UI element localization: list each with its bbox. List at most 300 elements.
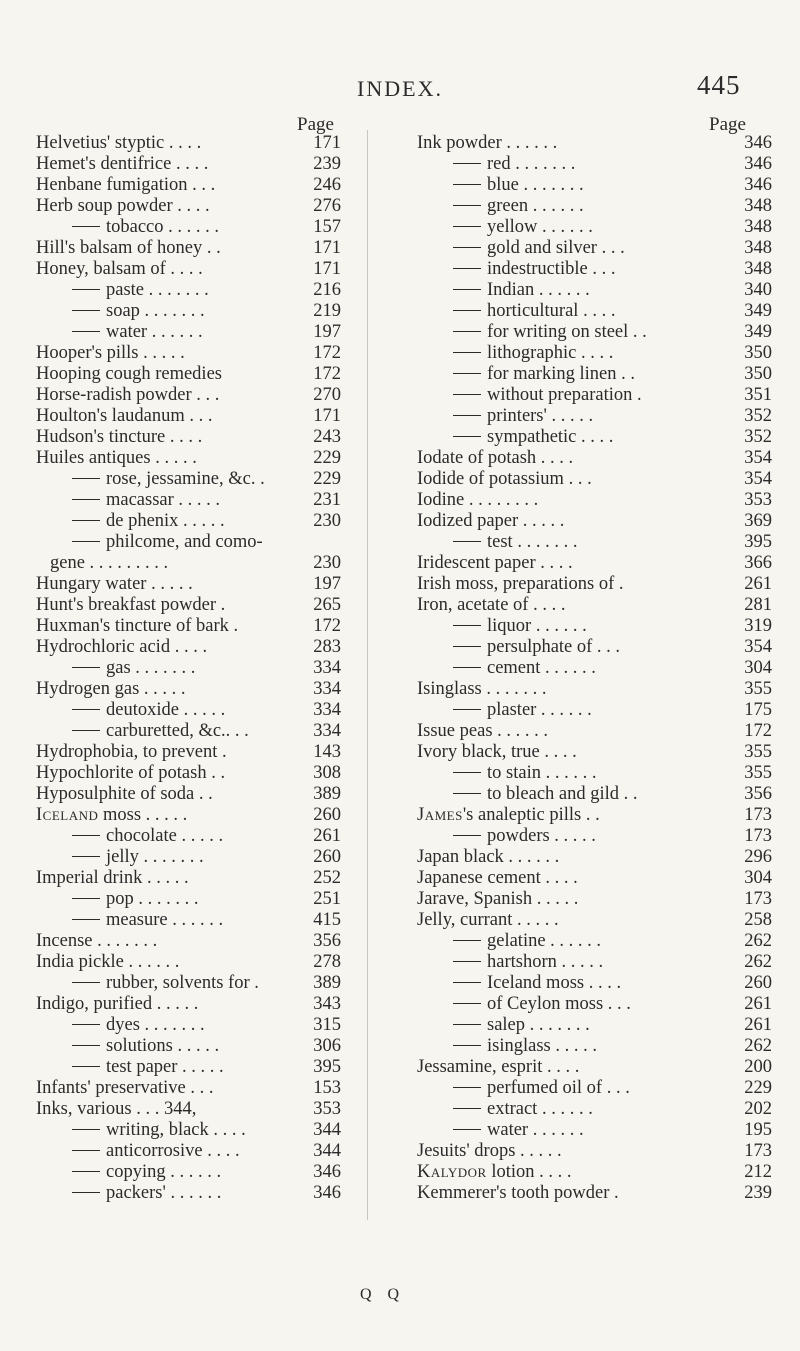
- entry-page-number: 354: [744, 448, 772, 468]
- entry-label: [417, 280, 590, 301]
- index-entry: [417, 1078, 772, 1099]
- entry-page-number: 246: [313, 175, 341, 195]
- entry-page-number: 229: [313, 448, 341, 468]
- entry-label: [417, 217, 593, 238]
- entry-page-number: 175: [744, 700, 772, 720]
- index-entry: [417, 721, 772, 742]
- index-entry: [36, 238, 341, 259]
- entry-page-number: 395: [313, 1057, 341, 1077]
- ditto-dash: [453, 415, 481, 416]
- ditto-dash: [453, 268, 481, 269]
- entry-page-number: 172: [313, 616, 341, 636]
- entry-text: packers' . . . . . .: [106, 1183, 222, 1203]
- entry-label: [36, 322, 203, 343]
- entry-text: Hydrochloric acid . . . .: [36, 637, 208, 657]
- index-entry: [417, 700, 772, 721]
- entry-text: Indigo, purified . . . . .: [36, 994, 199, 1014]
- entry-page-number: 172: [313, 343, 341, 363]
- ditto-dash: [453, 310, 481, 311]
- entry-label: [417, 364, 635, 385]
- ditto-dash: [72, 331, 100, 332]
- entry-page-number: 308: [313, 763, 341, 783]
- entry-label: [36, 469, 265, 490]
- entry-page-number: 260: [744, 973, 772, 993]
- entry-page-number: 346: [313, 1162, 341, 1182]
- ditto-dash: [453, 709, 481, 710]
- ditto-dash: [72, 730, 100, 731]
- entry-page-number: 348: [744, 196, 772, 216]
- entry-page-number: 350: [744, 343, 772, 363]
- index-entry: [417, 322, 772, 343]
- entry-text: de phenix . . . . .: [106, 511, 225, 531]
- entry-page-number: 239: [744, 1183, 772, 1203]
- entry-label: [417, 616, 587, 637]
- entry-text: tobacco . . . . . .: [106, 217, 220, 237]
- entry-text: gas . . . . . . .: [106, 658, 196, 678]
- entry-page-number: 344: [313, 1120, 341, 1140]
- entry-page-number: 231: [313, 490, 341, 510]
- index-entry: [417, 1057, 772, 1078]
- entry-label: [417, 742, 577, 763]
- entry-text: Japanese cement . . . .: [417, 868, 578, 888]
- entry-text: deutoxide . . . . .: [106, 700, 226, 720]
- entry-page-number: 319: [744, 616, 772, 636]
- entry-text: Iodide of potassium . . .: [417, 469, 592, 489]
- entry-text: for marking linen . .: [487, 364, 635, 384]
- entry-page-number: 340: [744, 280, 772, 300]
- index-entry: [417, 637, 772, 658]
- entry-page-number: 230: [313, 511, 341, 531]
- entry-page-number: 281: [744, 595, 772, 615]
- entry-label: [417, 343, 613, 364]
- index-entry: [417, 847, 772, 868]
- ditto-dash: [453, 205, 481, 206]
- entry-text: Iridescent paper . . . .: [417, 553, 573, 573]
- entry-label: [36, 238, 221, 259]
- entry-text: philcome, and como-: [106, 532, 263, 552]
- entry-page-number: 348: [744, 259, 772, 279]
- index-entry: [36, 742, 341, 763]
- index-entry: [417, 1141, 772, 1162]
- index-entry: [417, 238, 772, 259]
- entry-text: Hyposulphite of soda . .: [36, 784, 213, 804]
- entry-text: isinglass . . . . .: [487, 1036, 597, 1056]
- entry-page-number: 304: [744, 868, 772, 888]
- entry-text: anticorrosive . . . .: [106, 1141, 240, 1161]
- ditto-dash: [453, 940, 481, 941]
- entry-text: Hudson's tincture . . . .: [36, 427, 203, 447]
- entry-page-number: 171: [313, 133, 341, 153]
- ditto-dash: [453, 982, 481, 983]
- entry-text: horticultural . . . .: [487, 301, 616, 321]
- ditto-dash: [453, 1024, 481, 1025]
- index-entry: [36, 1099, 341, 1120]
- index-entry: [417, 889, 772, 910]
- entry-label: [36, 385, 219, 406]
- ditto-dash: [72, 1024, 100, 1025]
- entry-text: to bleach and gild . .: [487, 784, 638, 804]
- ditto-dash: [453, 646, 481, 647]
- entry-text: chocolate . . . . .: [106, 826, 224, 846]
- index-entry: [417, 133, 772, 154]
- entry-page-number: 344: [313, 1141, 341, 1161]
- entry-label: [36, 1120, 246, 1141]
- ditto-dash: [72, 1192, 100, 1193]
- ditto-dash: [72, 541, 100, 542]
- entry-page-number: 296: [744, 847, 772, 867]
- entry-text: sympathetic . . . .: [487, 427, 614, 447]
- entry-text: Iodized paper . . . . .: [417, 511, 565, 531]
- entry-page-number: 355: [744, 763, 772, 783]
- index-entry: [417, 1120, 772, 1141]
- index-entry: [417, 868, 772, 889]
- entry-text: Iodate of potash . . . .: [417, 448, 574, 468]
- ditto-dash: [72, 1129, 100, 1130]
- entry-page-number: 172: [744, 721, 772, 741]
- entry-page-number: 346: [744, 154, 772, 174]
- ditto-dash: [453, 625, 481, 626]
- index-entry: [36, 679, 341, 700]
- entry-label: [417, 553, 573, 574]
- entry-page-number: 334: [313, 679, 341, 699]
- entry-label: [36, 1141, 240, 1162]
- index-entry: [417, 658, 772, 679]
- entry-label: [36, 217, 219, 238]
- entry-text: Irish moss, preparations of .: [417, 574, 624, 594]
- entry-page-number: 251: [313, 889, 341, 909]
- index-entry: [417, 742, 772, 763]
- ditto-dash: [72, 310, 100, 311]
- entry-text: Henbane fumigation . . .: [36, 175, 216, 195]
- entry-text: water . . . . . .: [106, 322, 203, 342]
- index-entry: [36, 1036, 341, 1057]
- entry-page-number: 352: [744, 427, 772, 447]
- index-entry: [36, 616, 341, 637]
- entry-label: [417, 784, 638, 805]
- entry-label: [417, 490, 538, 511]
- entry-text: blue . . . . . . .: [487, 175, 584, 195]
- entry-page-number: 369: [744, 511, 772, 531]
- index-entry: [36, 1120, 341, 1141]
- index-entry: [417, 385, 772, 406]
- ditto-dash: [72, 1045, 100, 1046]
- entry-page-number: 262: [744, 952, 772, 972]
- index-entry: [36, 1078, 341, 1099]
- entry-text: Inks, various . . . 344,: [36, 1099, 197, 1119]
- entry-text: Issue peas . . . . . .: [417, 721, 549, 741]
- entry-label: [417, 889, 578, 910]
- entry-label: [417, 532, 577, 553]
- index-entry: [417, 574, 772, 595]
- index-entry: [36, 910, 341, 931]
- entry-text: Helvetius' styptic . . . .: [36, 133, 202, 153]
- ditto-dash: [453, 1129, 481, 1130]
- index-entry: [417, 1099, 772, 1120]
- entry-text: Jesuits' drops . . . . .: [417, 1141, 562, 1161]
- entry-label: [36, 1057, 224, 1078]
- entry-text: Hill's balsam of honey . .: [36, 238, 221, 258]
- entry-text: Herb soup powder . . . .: [36, 196, 210, 216]
- entry-page-number: 171: [313, 259, 341, 279]
- entry-page-number: 346: [744, 175, 772, 195]
- entry-page-number: 172: [313, 364, 341, 384]
- entry-text: Kemmerer's tooth powder .: [417, 1183, 619, 1203]
- entry-label: [36, 196, 210, 217]
- ditto-dash: [453, 289, 481, 290]
- entry-text: pop . . . . . . .: [106, 889, 199, 909]
- entry-label: [417, 868, 578, 889]
- ditto-dash: [453, 667, 481, 668]
- index-entry: [417, 1183, 772, 1204]
- entry-label: [417, 175, 584, 196]
- index-entry: [417, 301, 772, 322]
- entry-text: solutions . . . . .: [106, 1036, 220, 1056]
- entry-text: to stain . . . . . .: [487, 763, 597, 783]
- entry-page-number: 202: [744, 1099, 772, 1119]
- entry-page-number: 278: [313, 952, 341, 972]
- entry-label: [417, 658, 596, 679]
- entry-label: [417, 1120, 584, 1141]
- entry-label: [36, 574, 193, 595]
- entry-text: Hydrophobia, to prevent .: [36, 742, 227, 762]
- entry-page-number: 304: [744, 658, 772, 678]
- entry-page-number: 173: [744, 826, 772, 846]
- entry-label: [417, 406, 593, 427]
- entry-label: [417, 259, 615, 280]
- column-divider: [367, 130, 368, 1220]
- index-entry: [417, 784, 772, 805]
- entry-label: [417, 973, 621, 994]
- entry-label: [36, 637, 207, 658]
- entry-page-number: 261: [744, 574, 772, 594]
- entry-text: Ivory black, true . . . .: [417, 742, 577, 762]
- entry-page-number: 258: [744, 910, 772, 930]
- entry-page-number: 354: [744, 637, 772, 657]
- index-entry: [36, 448, 341, 469]
- ditto-dash: [453, 373, 481, 374]
- index-entry: [36, 343, 341, 364]
- entry-label: [417, 931, 601, 952]
- entry-text: paste . . . . . . .: [106, 280, 209, 300]
- entry-label: [417, 1036, 597, 1057]
- entry-text: Hemet's dentifrice . . . .: [36, 154, 209, 174]
- entry-text: writing, black . . . .: [106, 1120, 246, 1140]
- index-entry: [417, 1162, 772, 1183]
- entry-text: persulphate of . . .: [487, 637, 621, 657]
- page-column-label: Page: [297, 114, 334, 135]
- index-entry: [36, 595, 341, 616]
- entry-page-number: 262: [744, 931, 772, 951]
- entry-page-number: 261: [313, 826, 341, 846]
- entry-label: [36, 364, 222, 385]
- ditto-dash: [453, 1087, 481, 1088]
- ditto-dash: [72, 1150, 100, 1151]
- entry-label: [36, 427, 202, 448]
- ditto-dash: [453, 331, 481, 332]
- entry-label: [417, 721, 548, 742]
- ditto-dash: [453, 247, 481, 248]
- entry-label: [36, 805, 187, 826]
- entry-page-number: 197: [313, 322, 341, 342]
- index-entry: [36, 1183, 341, 1204]
- index-entry: [417, 259, 772, 280]
- entry-text: Iron, acetate of . . . .: [417, 595, 566, 615]
- entry-page-number: 353: [313, 1099, 341, 1119]
- entry-label: [36, 532, 263, 553]
- entry-page-number: 366: [744, 553, 772, 573]
- entry-text: Hunt's breakfast powder .: [36, 595, 226, 615]
- index-entry: [36, 889, 341, 910]
- entry-page-number: 395: [744, 532, 772, 552]
- index-entry: [36, 847, 341, 868]
- index-entry: [417, 280, 772, 301]
- entry-text: Houlton's laudanum . . .: [36, 406, 213, 426]
- index-entry: [417, 994, 772, 1015]
- index-entry: [417, 553, 772, 574]
- entry-label: [36, 700, 225, 721]
- index-entry: [36, 763, 341, 784]
- entry-label: [36, 1162, 221, 1183]
- index-entry: [36, 469, 341, 490]
- entry-text: gold and silver . . .: [487, 238, 625, 258]
- ditto-dash: [453, 1045, 481, 1046]
- entry-text: gene . . . . . . . . .: [50, 553, 169, 573]
- entry-page-number: 355: [744, 679, 772, 699]
- ditto-dash: [72, 520, 100, 521]
- ditto-dash: [72, 478, 100, 479]
- entry-text: soap . . . . . . .: [106, 301, 205, 321]
- page-number: 445: [697, 70, 741, 100]
- index-entry: [36, 952, 341, 973]
- index-entry: [417, 364, 772, 385]
- index-entry: [417, 952, 772, 973]
- index-entry: [36, 1057, 341, 1078]
- entry-page-number: 262: [744, 1036, 772, 1056]
- entry-page-number: 355: [744, 742, 772, 762]
- ditto-dash: [72, 835, 100, 836]
- index-entry: [417, 469, 772, 490]
- entry-page-number: 261: [744, 994, 772, 1014]
- entry-text: cement . . . . . .: [487, 658, 596, 678]
- entry-text: measure . . . . . .: [106, 910, 224, 930]
- index-entry: [36, 931, 341, 952]
- entry-text: Infants' preservative . . .: [36, 1078, 214, 1098]
- entry-text: Iceland moss . . . . .: [36, 805, 188, 825]
- entry-page-number: 348: [744, 217, 772, 237]
- entry-label: [36, 1015, 205, 1036]
- entry-page-number: 171: [313, 406, 341, 426]
- ditto-dash: [72, 898, 100, 899]
- entry-label: [36, 679, 186, 700]
- index-entry: [36, 658, 341, 679]
- index-entry: [36, 700, 341, 721]
- entry-text: Isinglass . . . . . . .: [417, 679, 547, 699]
- entry-label: [36, 490, 220, 511]
- index-entry: [36, 175, 341, 196]
- index-entry: [36, 637, 341, 658]
- entry-text: Hooping cough remedies: [36, 364, 222, 384]
- ditto-dash: [453, 352, 481, 353]
- index-entry: [417, 910, 772, 931]
- ditto-dash: [72, 667, 100, 668]
- entry-text: James's analeptic pills . .: [417, 805, 600, 825]
- entry-page-number: 389: [313, 973, 341, 993]
- entry-label: [36, 616, 238, 637]
- entry-page-number: 173: [744, 805, 772, 825]
- entry-text: Horse-radish powder . . .: [36, 385, 220, 405]
- entry-text: jelly . . . . . . .: [106, 847, 204, 867]
- entry-text: Imperial drink . . . . .: [36, 868, 189, 888]
- entry-text: Huiles antiques . . . . .: [36, 448, 197, 468]
- entry-label: [417, 1141, 562, 1162]
- entry-page-number: 270: [313, 385, 341, 405]
- ditto-dash: [72, 499, 100, 500]
- ditto-dash: [453, 436, 481, 437]
- entry-page-number: 260: [313, 847, 341, 867]
- entry-page-number: 195: [744, 1120, 772, 1140]
- entry-page-number: 219: [313, 301, 341, 321]
- entry-label: [417, 1078, 630, 1099]
- entry-text: water . . . . . .: [487, 1120, 584, 1140]
- entry-text: dyes . . . . . . .: [106, 1015, 205, 1035]
- entry-text: Honey, balsam of . . . .: [36, 259, 203, 279]
- entry-page-number: 212: [744, 1162, 772, 1182]
- index-entry: [417, 343, 772, 364]
- entry-label: [36, 133, 201, 154]
- index-entries-right: [417, 133, 772, 1204]
- page-column-label: Page: [709, 114, 746, 135]
- index-entry: [417, 532, 772, 553]
- ditto-dash: [453, 184, 481, 185]
- entry-label: [36, 658, 195, 679]
- entry-text: lithographic . . . .: [487, 343, 614, 363]
- index-entry: [36, 280, 341, 301]
- ditto-dash: [453, 961, 481, 962]
- entry-label: [36, 511, 225, 532]
- index-entry: [417, 595, 772, 616]
- ditto-dash: [453, 541, 481, 542]
- entry-text: Incense . . . . . . .: [36, 931, 158, 951]
- entry-label: [417, 574, 624, 595]
- entry-label: [36, 847, 204, 868]
- entry-label: [417, 133, 557, 154]
- ditto-dash: [72, 289, 100, 290]
- ditto-dash: [453, 772, 481, 773]
- entry-label: [36, 994, 198, 1015]
- index-entry: [36, 1015, 341, 1036]
- index-entry: [36, 490, 341, 511]
- entry-text: red . . . . . . .: [487, 154, 576, 174]
- entry-text: India pickle . . . . . .: [36, 952, 180, 972]
- index-entry: [36, 511, 341, 532]
- entry-page-number: 229: [744, 1078, 772, 1098]
- entry-label: [36, 175, 215, 196]
- index-entry: [36, 532, 341, 553]
- entry-label: [417, 952, 603, 973]
- entry-label: [417, 469, 592, 490]
- ditto-dash: [453, 835, 481, 836]
- entry-page-number: 200: [744, 1057, 772, 1077]
- entry-label: [36, 406, 213, 427]
- entry-text: indestructible . . .: [487, 259, 616, 279]
- entry-label: [417, 1099, 593, 1120]
- ditto-dash: [453, 793, 481, 794]
- ditto-dash: [72, 226, 100, 227]
- index-entry: [417, 217, 772, 238]
- entry-label: [417, 427, 613, 448]
- entry-page-number: 356: [744, 784, 772, 804]
- entry-page-number: 415: [313, 910, 341, 930]
